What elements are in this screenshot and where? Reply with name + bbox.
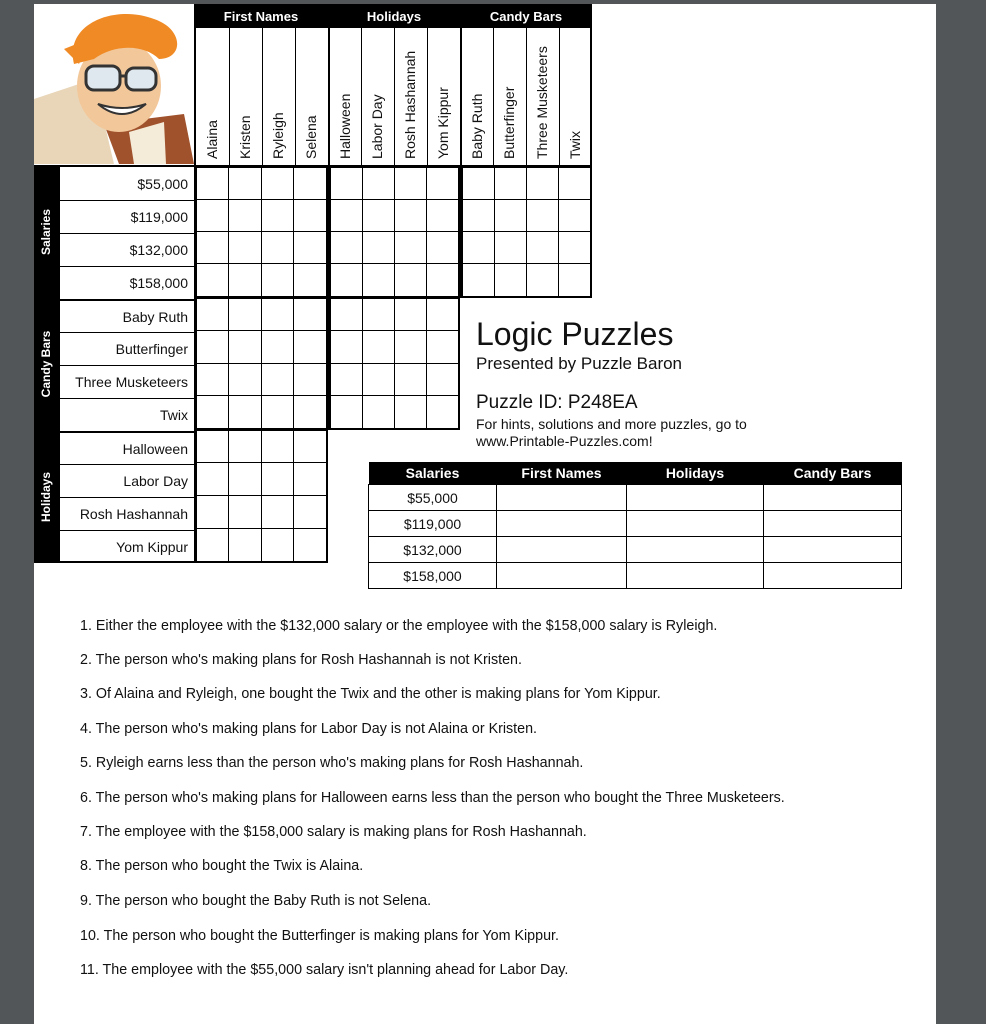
grid-candy-bars-first-names[interactable] bbox=[194, 296, 328, 430]
puzzle-page bbox=[34, 4, 936, 1024]
col-header-yom-kippur: Yom Kippur bbox=[427, 28, 460, 165]
row-group-holidays: Holidays bbox=[34, 430, 58, 563]
grid-salaries-first-names[interactable] bbox=[194, 165, 328, 298]
row-header-yom-kippur: Yom Kippur bbox=[60, 530, 194, 563]
clue-2: 2. The person who's making plans for Rosh Hashannah is not Kristen. bbox=[80, 652, 522, 668]
clue-9: 9. The person who bought the Baby Ruth is not Selena. bbox=[80, 893, 432, 909]
clue-8: 8. The person who bought the Twix is Alaina. bbox=[80, 858, 364, 874]
page-subtitle: Presented by Puzzle Baron bbox=[476, 354, 683, 373]
clue-5: 5. Ryleigh earns less than the person who's making plans for Rosh Hashannah. bbox=[80, 755, 584, 771]
page-title: Logic Puzzles bbox=[476, 316, 674, 352]
row-header-132000: $132,000 bbox=[60, 233, 194, 266]
grid-holidays-first-names[interactable] bbox=[194, 428, 328, 563]
row-group-candy-bars: Candy Bars bbox=[34, 298, 58, 430]
col-header-twix: Twix bbox=[559, 28, 592, 165]
row-headers bbox=[58, 165, 194, 563]
answer-header-salaries: Salaries bbox=[369, 462, 497, 485]
answer-cell[interactable] bbox=[497, 485, 627, 511]
row-header-twix: Twix bbox=[60, 398, 194, 431]
answer-cell[interactable] bbox=[764, 563, 902, 589]
answer-cell[interactable] bbox=[497, 537, 627, 563]
answer-cell[interactable] bbox=[627, 537, 764, 563]
answer-salary: $158,000 bbox=[369, 563, 497, 589]
answer-row bbox=[369, 537, 902, 563]
answer-cell[interactable] bbox=[497, 563, 627, 589]
row-header-baby-ruth: Baby Ruth bbox=[60, 299, 194, 332]
answer-cell[interactable] bbox=[764, 511, 902, 537]
answer-row bbox=[369, 563, 902, 589]
row-header-three-musketeers: Three Musketeers bbox=[60, 365, 194, 398]
clue-4: 4. The person who's making plans for Labor Day is not Alaina or Kristen. bbox=[80, 721, 538, 737]
puzzle-baron-mascot-image bbox=[34, 4, 194, 164]
col-header-halloween: Halloween bbox=[328, 28, 361, 165]
answer-cell[interactable] bbox=[627, 485, 764, 511]
answer-salary: $132,000 bbox=[369, 537, 497, 563]
answer-salary: $119,000 bbox=[369, 511, 497, 537]
answer-cell[interactable] bbox=[497, 511, 627, 537]
col-header-labor-day: Labor Day bbox=[361, 28, 394, 165]
col-header-kristen: Kristen bbox=[229, 28, 262, 165]
clue-6: 6. The person who's making plans for Halloween earns less than the person who bought the Three Musketeers. bbox=[80, 790, 785, 806]
row-header-158000: $158,000 bbox=[60, 266, 194, 299]
col-header-selena: Selena bbox=[295, 28, 328, 165]
row-header-119000: $119,000 bbox=[60, 200, 194, 233]
row-header-rosh-hashannah: Rosh Hashannah bbox=[60, 497, 194, 530]
answer-header-candy-bars: Candy Bars bbox=[764, 462, 902, 485]
col-group-holidays: Holidays bbox=[328, 4, 460, 28]
clue-1: 1. Either the employee with the $132,000 salary or the employee with the $158,000 salary is Ryleigh. bbox=[80, 618, 718, 634]
answer-cell[interactable] bbox=[764, 485, 902, 511]
col-group-candy-bars: Candy Bars bbox=[460, 4, 592, 28]
row-header-halloween: Halloween bbox=[60, 431, 194, 464]
row-header-labor-day: Labor Day bbox=[60, 464, 194, 497]
answer-table bbox=[368, 462, 902, 589]
clue-10: 10. The person who bought the Butterfinger is making plans for Yom Kippur. bbox=[80, 928, 559, 944]
answer-header-holidays: Holidays bbox=[627, 462, 764, 485]
col-group-first-names: First Names bbox=[194, 4, 328, 28]
answer-cell[interactable] bbox=[627, 563, 764, 589]
clue-3: 3. Of Alaina and Ryleigh, one bought the Twix and the other is making plans for Yom Kippur. bbox=[80, 686, 661, 702]
hint-text: For hints, solutions and more puzzles, go to www.Printable-Puzzles.com! bbox=[476, 416, 747, 449]
row-group-salaries: Salaries bbox=[34, 165, 58, 298]
col-header-three-musketeers: Three Musketeers bbox=[526, 28, 559, 165]
grid-salaries-candy-bars[interactable] bbox=[460, 165, 592, 298]
clue-7: 7. The employee with the $158,000 salary is making plans for Rosh Hashannah. bbox=[80, 824, 587, 840]
col-header-butterfinger: Butterfinger bbox=[493, 28, 526, 165]
col-header-ryleigh: Ryleigh bbox=[262, 28, 295, 165]
col-header-alaina: Alaina bbox=[203, 120, 220, 159]
answer-row bbox=[369, 511, 902, 537]
answer-row bbox=[369, 485, 902, 511]
clue-11: 11. The employee with the $55,000 salary isn't planning ahead for Labor Day. bbox=[80, 962, 569, 978]
puzzle-id: Puzzle ID: P248EA bbox=[476, 392, 638, 413]
col-header-baby-ruth: Baby Ruth bbox=[460, 28, 493, 165]
answer-header-first-names: First Names bbox=[497, 462, 627, 485]
answer-cell[interactable] bbox=[764, 537, 902, 563]
col-header-rosh-hashannah: Rosh Hashannah bbox=[394, 28, 427, 165]
answer-cell[interactable] bbox=[627, 511, 764, 537]
grid-candy-bars-holidays[interactable] bbox=[328, 296, 460, 430]
column-headers bbox=[194, 28, 592, 165]
grid-salaries-holidays[interactable] bbox=[328, 165, 460, 298]
answer-salary: $55,000 bbox=[369, 485, 497, 511]
row-header-55000: $55,000 bbox=[137, 175, 188, 192]
row-header-butterfinger: Butterfinger bbox=[60, 332, 194, 365]
